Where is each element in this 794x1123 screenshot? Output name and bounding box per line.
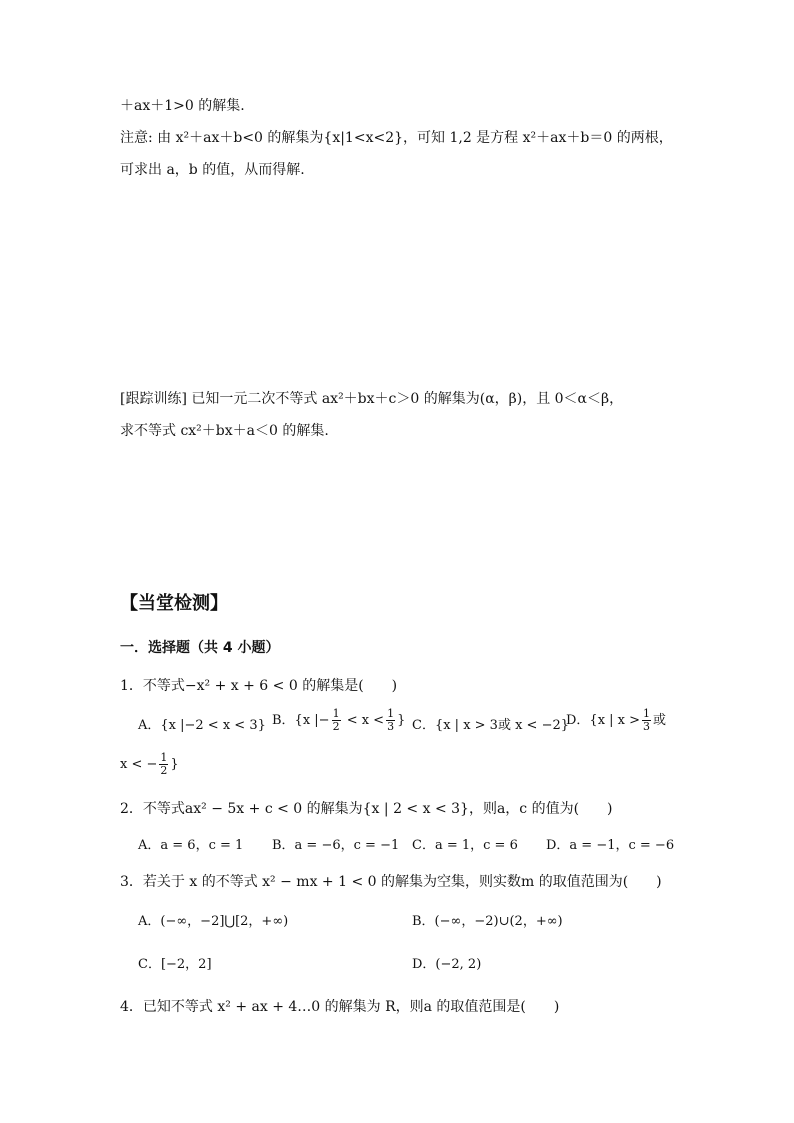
q1-d-fraction [642,708,651,733]
q1-option-b [272,708,405,733]
q1-b-fraction-1 [332,708,341,733]
q1-d2-fraction [159,752,168,777]
q1-d-frac-den: 3 [643,720,651,733]
q3-option-b: B．(−∞，−2)∪(2，+∞) [412,914,563,929]
q2-option-b: B．a = −6，c = −1 [272,838,400,853]
q1-d-text-post: 或 [653,713,667,728]
q3-option-d: D．(−2, 2) [412,957,482,972]
q2-option-c: C．a = 1，c = 6 [412,838,518,853]
note-line-1: ＋ax＋1>0 的解集. [120,98,245,114]
q1-option-c: C．{x | x > 3或 x < −2} [412,718,570,733]
q1-d2-frac-num: 1 [160,751,168,764]
note-line-2: 注意: 由 x²＋ax＋b<0 的解集为{x|1<x<2}，可知 1,2 是方程 x²＋ax＋b＝0 的两根， [120,130,673,146]
tracking-line-1: [跟踪训练] 已知一元二次不等式 ax²＋bx＋c＞0 的解集为(α，β)，且 0＜α＜β， [120,391,624,407]
question-3-stem: 3．若关于 x 的不等式 x² − mx + 1 < 0 的解集为空集，则实数m 的取值范围为( ) [120,874,662,890]
q1-b-text-post: } [397,713,406,728]
q1-d-text-pre: D．{x | x > [566,713,641,728]
question-1-stem: 1．不等式−x² + x + 6 < 0 的解集是( ) [120,678,398,694]
q1-d-frac-num: 1 [643,707,651,720]
section-subtitle: 一．选择题（共 4 小题） [120,640,280,656]
q1-b-text-pre: B．{x |− [272,713,330,728]
tracking-line-2: 求不等式 cx²＋bx＋a＜0 的解集. [120,423,329,439]
q1-b-fraction-2 [386,708,395,733]
q3-option-c: C．[−2，2] [138,957,212,972]
q2-option-a: A．a = 6，c = 1 [138,838,244,853]
q1-b-frac2-den: 3 [387,720,395,733]
q2-option-d: D．a = −1，c = −6 [546,838,675,853]
question-2-stem: 2．不等式ax² − 5x + c < 0 的解集为{x | 2 < x < 3}，则a，c 的值为( ) [120,801,613,817]
q1-b-frac1-num: 1 [332,707,340,720]
q1-d2-text-pre: x < − [120,757,158,772]
q1-b-frac1-den: 2 [332,720,340,733]
q1-b-frac2-num: 1 [387,707,395,720]
q1-option-d [566,708,666,733]
question-4-stem: 4．已知不等式 x² + ax + 4…0 的解集为 R，则a 的取值范围是( ) [120,999,560,1015]
section-title: 【当堂检测】 [120,593,228,614]
q1-option-d-continued [120,752,179,777]
q1-d2-frac-den: 2 [160,764,168,777]
q1-b-text-mid: < x < [342,713,385,728]
q1-option-a: A．{x |−2 < x < 3} [138,718,266,733]
q1-d2-text-post: } [170,757,179,772]
q3-option-a: A．(−∞，−2]⋃[2，+∞) [138,914,289,929]
note-line-3: 可求出 a，b 的值，从而得解. [120,162,305,178]
